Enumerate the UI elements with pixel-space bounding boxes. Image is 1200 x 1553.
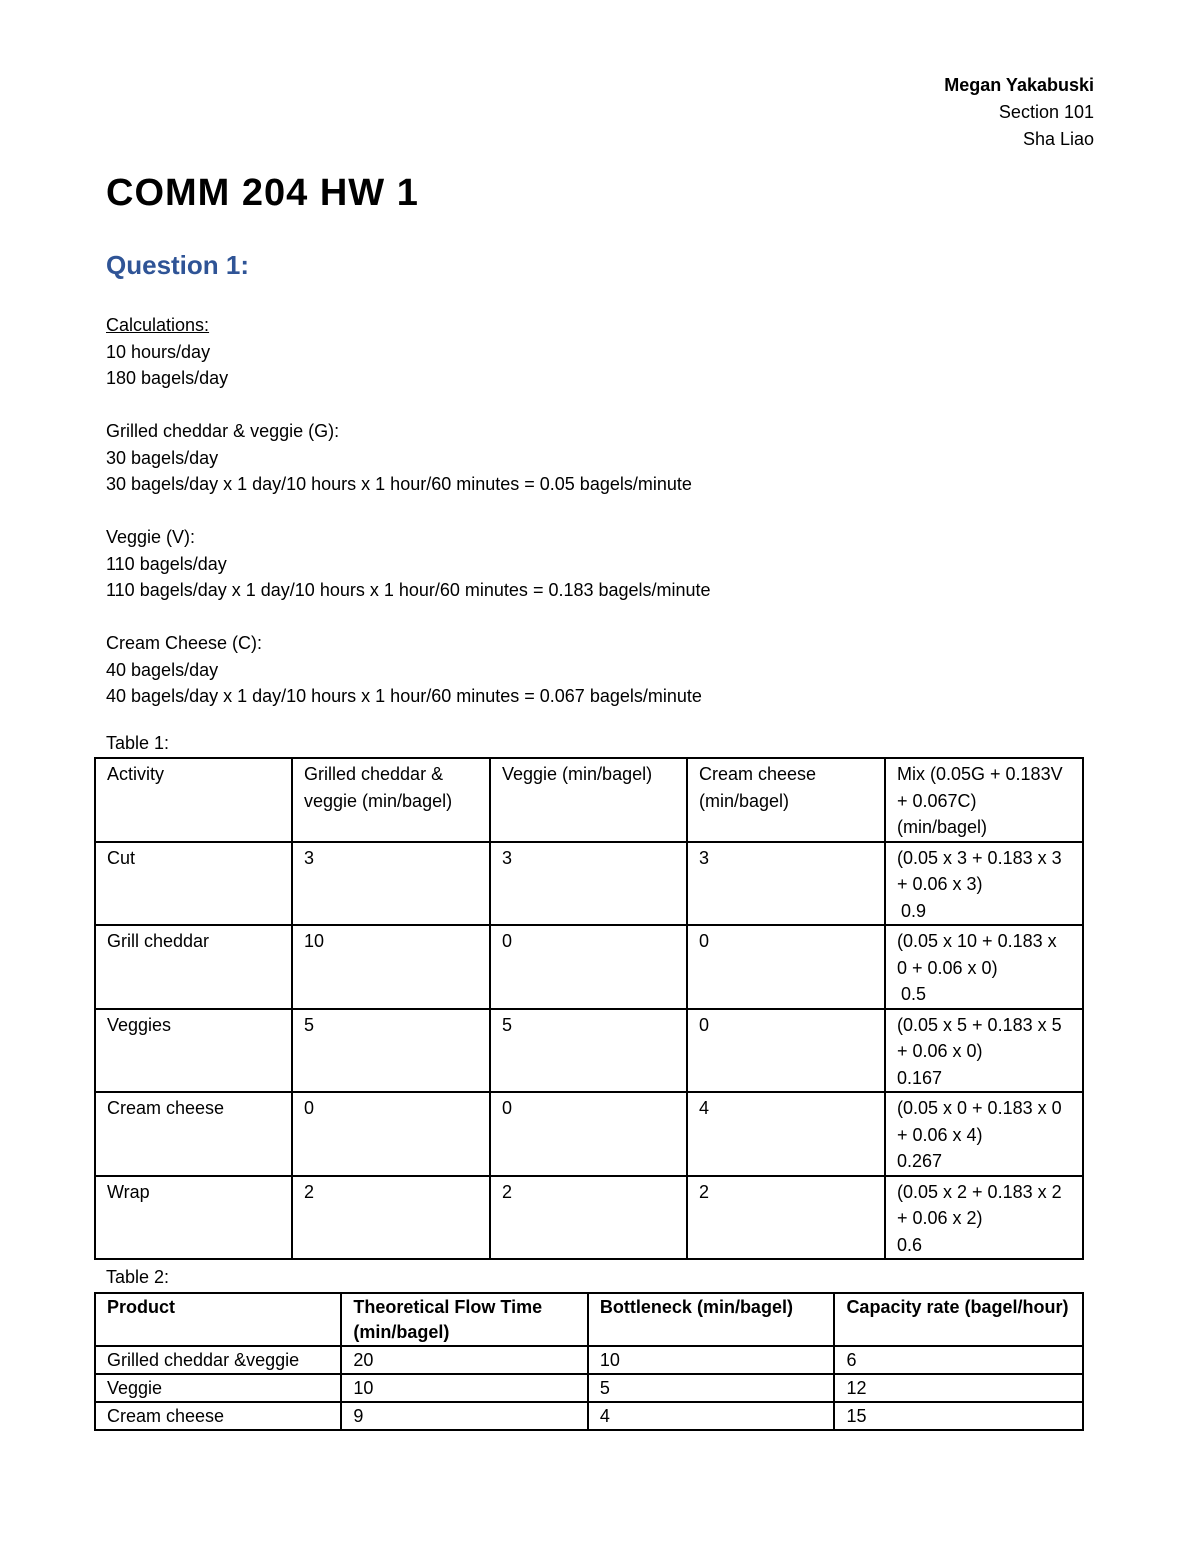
activity-cell: Veggies [95,1009,292,1093]
table2-header-row [95,1293,1083,1346]
veggie-cell: 3 [490,842,687,926]
bottleneck-cell: 10 [588,1346,835,1374]
grilled-cell: 10 [292,925,490,1009]
capacity-cell: 15 [834,1402,1083,1430]
calc-line: 10 hours/day [106,341,211,362]
veggie-cell: 0 [490,1092,687,1176]
calc-line: 30 bagels/day [106,447,219,468]
table-row [95,1402,1083,1430]
flow-cell: 10 [341,1374,588,1402]
grilled-cell: 3 [292,842,490,926]
table2-caption: Table 2: [106,1267,170,1287]
cream-cell: 2 [687,1176,885,1260]
section-label: Section 101 [998,102,1094,122]
table1-header-cell: Mix (0.05G + 0.183V + 0.067C) (min/bagel) [885,758,1083,842]
flow-cell: 9 [341,1402,588,1430]
table-row [95,1374,1083,1402]
question-heading: Question 1: [106,250,250,280]
table1 [94,757,1084,1260]
bottleneck-cell: 5 [588,1374,835,1402]
calc-line: 110 bagels/day [106,553,227,574]
mix-cell [885,925,1083,1009]
calc-line: 40 bagels/day x 1 day/10 hours x 1 hour/60 minutes = 0.067 bagels/minute [106,686,702,706]
calc-line: 30 bagels/day x 1 day/10 hours x 1 hour/60 minutes = 0.05 bagels/minute [106,474,692,494]
activity-cell: Cream cheese [95,1092,292,1176]
table2-header-cell: Theoretical Flow Time (min/bagel) [341,1293,588,1346]
calc-line: Grilled cheddar & veggie (G): [106,421,340,441]
cream-cell: 0 [687,925,885,1009]
calculations-heading: Calculations: [106,315,210,335]
mix-value: 0.267 [897,1151,943,1171]
table2 [94,1292,1084,1431]
activity-cell: Wrap [95,1176,292,1260]
product-cell: Cream cheese [95,1402,341,1430]
mix-value: 0.167 [897,1067,943,1088]
author-block [944,72,1094,153]
calc-line: Cream Cheese (C): [106,633,263,653]
mix-formula: (0.05 x 10 + 0.183 x 0 + 0.06 x 0) [897,931,1057,978]
document-title: COMM 204 HW 1 [106,172,419,214]
mix-value: 0.5 [901,984,927,1004]
table-row [95,1009,1083,1093]
veggie-cell: 5 [490,1009,687,1093]
table-row [95,1176,1083,1260]
bottleneck-cell: 4 [588,1402,835,1430]
table2-header-cell: Bottleneck (min/bagel) [588,1293,835,1346]
grilled-cell: 2 [292,1176,490,1260]
product-cell: Grilled cheddar &veggie [95,1346,341,1374]
calc-line: 180 bagels/day [106,368,229,388]
capacity-cell: 12 [834,1374,1083,1402]
table1-header-cell: Grilled cheddar & veggie (min/bagel) [292,758,490,842]
activity-cell: Grill cheddar [95,925,292,1009]
mix-formula: (0.05 x 5 + 0.183 x 5 + 0.06 x 0) [897,1014,1062,1061]
table1-header-cell: Activity [95,758,292,842]
product-cell: Veggie [95,1374,341,1402]
mix-cell [885,1092,1083,1176]
table-row [95,925,1083,1009]
cream-cell: 4 [687,1092,885,1176]
cream-cell: 0 [687,1009,885,1093]
table-row [95,1346,1083,1374]
grilled-cell: 0 [292,1092,490,1176]
table2-header-cell: Capacity rate (bagel/hour) [834,1293,1083,1346]
table2-header-cell: Product [95,1293,341,1346]
mix-value: 0.6 [897,1234,923,1255]
author-name: Megan Yakabuski [944,75,1094,95]
grilled-cell: 5 [292,1009,490,1093]
mix-formula: (0.05 x 2 + 0.183 x 2 + 0.06 x 2) [897,1181,1062,1228]
table1-header-cell: Veggie (min/bagel) [490,758,687,842]
ta-name: Sha Liao [1022,129,1094,149]
table1-header-row [95,758,1083,842]
activity-cell: Cut [95,842,292,926]
mix-cell [885,1009,1083,1093]
flow-cell: 20 [341,1346,588,1374]
mix-formula: (0.05 x 0 + 0.183 x 0 + 0.06 x 4) [897,1098,1062,1145]
table1-header-cell: Cream cheese (min/bagel) [687,758,885,842]
table-row [95,1092,1083,1176]
capacity-cell: 6 [834,1346,1083,1374]
mix-formula: (0.05 x 3 + 0.183 x 3 + 0.06 x 3) [897,847,1062,894]
calc-line: Veggie (V): [106,527,196,547]
veggie-cell: 2 [490,1176,687,1260]
table1-caption: Table 1: [106,733,170,753]
cream-cell: 3 [687,842,885,926]
mix-cell [885,1176,1083,1260]
mix-value: 0.9 [901,900,927,921]
mix-cell [885,842,1083,926]
calc-line: 40 bagels/day [106,659,219,680]
table-row [95,842,1083,926]
veggie-cell: 0 [490,925,687,1009]
calculations-section [106,312,711,710]
calc-line: 110 bagels/day x 1 day/10 hours x 1 hour/60 minutes = 0.183 bagels/minute [106,580,711,600]
